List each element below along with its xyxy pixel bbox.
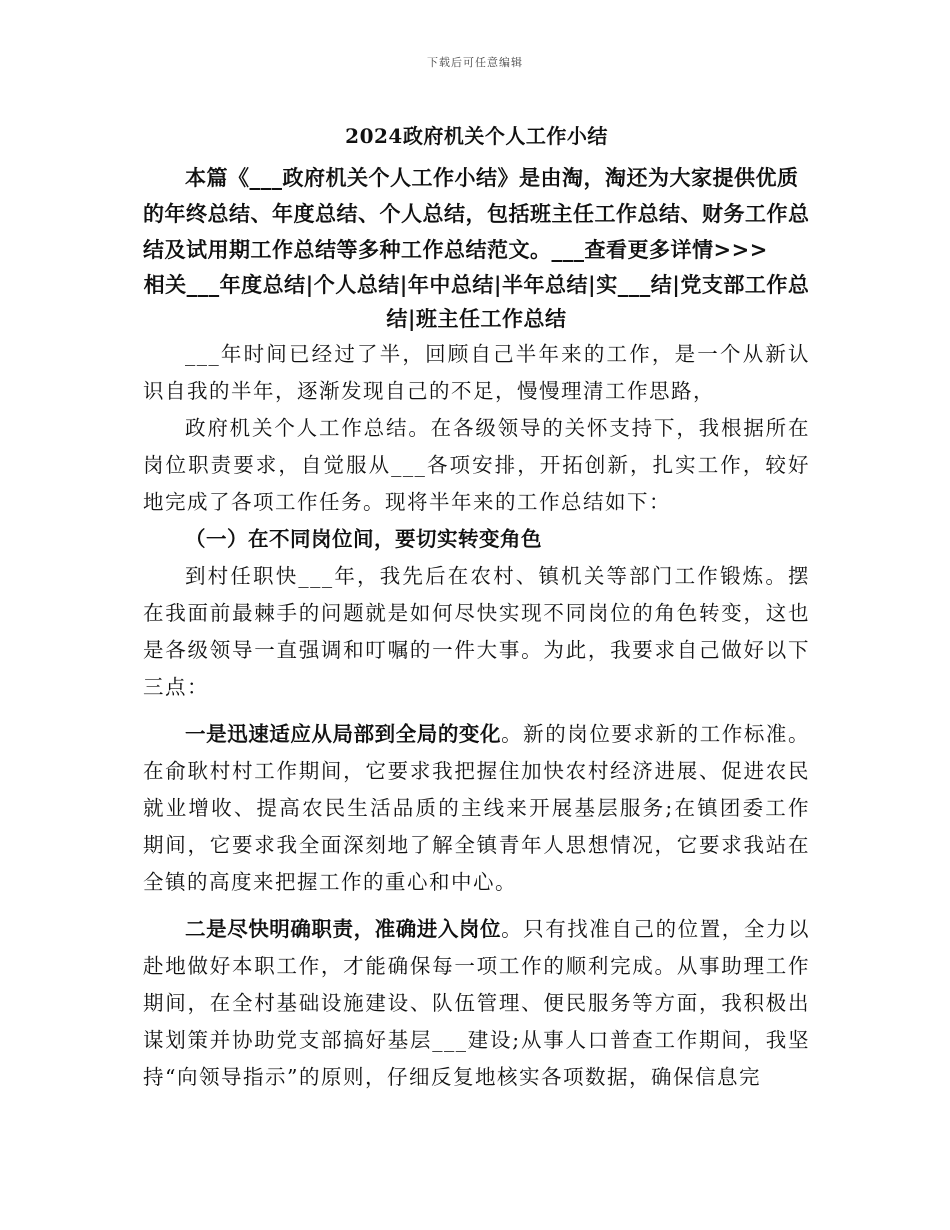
intro-paragraph: 本篇《___政府机关个人工作小结》是由淘，淘还为大家提供优质的年终总结、年度总结、个人总结，包括班主任工作总结、财务工作总结及试用期工作总结等多种工作总结范文。___查看更多详情>>> [143, 165, 810, 262]
paragraph-2: 政府机关个人工作总结。在各级领导的关怀支持下，我根据所在岗位职责要求，自觉服从___各项安排，开拓创新，扎实工作，较好地完成了各项工作任务。现将半年来的工作总结如下： [143, 416, 810, 514]
paragraph-4-lead: 一是迅速适应从局部到全局的变化 [185, 722, 502, 746]
header-note: 下载后可任意编辑 [427, 56, 523, 69]
document-title: 2024政府机关个人工作小结 [345, 124, 608, 148]
paragraph-3: 到村任职快___年，我先后在农村、镇机关等部门工作锻炼。摆在我面前最棘手的问题就是如何尽快实现不同岗位的角色转变，这也是各级领导一直强调和叮嘱的一件大事。为此，我要求自己做好以下三点： [143, 564, 810, 699]
document-body [143, 120, 810, 1096]
paragraph-1: ___年时间已经过了半，回顾自己半年来的工作，是一个从新认识自我的半年，逐渐发现自己的不足，慢慢理清工作思路， [143, 342, 810, 403]
paragraph-5 [143, 911, 810, 1096]
paragraph-5-body: 。只有找准自己的位置，全力以赴地做好本职工作，才能确保每一项工作的顺利完成。从事助理工作期间，在全村基础设施建设、队伍管理、便民服务等方面，我积极出谋划策并协助党支部搞好基层___建设;从事人口普查工作期间，我坚持“向领导指示”的原则，仔细反复地核实各项数据，确保信息完 [143, 917, 811, 1089]
paragraph-5-lead: 二是尽快明确职责，准确进入岗位 [185, 917, 502, 941]
paragraph-4-body: 。新的岗位要求新的工作标准。在俞耿村村工作期间，它要求我把握住加快农村经济进展、促进农民就业增收、提高农民生活品质的主线来开展基层服务;在镇团委工作期间，它要求我全面深刻地了解全镇青年人思想情况，它要求我站在全镇的高度来把握工作的重心和中心。 [143, 722, 811, 894]
section-heading-1: （一）在不同岗位间，要切实转变角色 [185, 527, 542, 551]
related-links: 相关___年度总结|个人总结|年中总结|半年总结|实___结|党支部工作总结|班主任工作总结 [143, 272, 810, 331]
paragraph-4 [143, 716, 810, 901]
